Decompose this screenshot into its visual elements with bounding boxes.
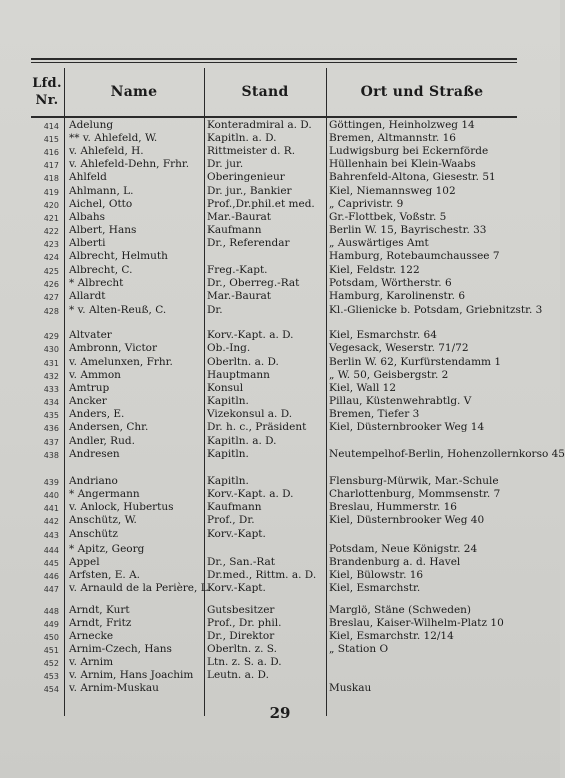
member-stand: Dr., Oberreg.-Rat <box>207 277 300 289</box>
row-number: 441 <box>43 504 59 513</box>
row-number: 454 <box>43 685 59 694</box>
member-address: Brandenburg a. d. Havel <box>329 556 461 568</box>
row-number: 417 <box>43 161 59 170</box>
member-name: Albrecht, C. <box>69 264 133 276</box>
member-stand: Kapitln. a. D. <box>207 132 277 144</box>
member-stand: Kaufmann <box>207 501 262 513</box>
row-number: 427 <box>43 293 59 302</box>
row-number: 428 <box>43 307 59 316</box>
member-stand: Vizekonsul a. D. <box>207 408 293 420</box>
member-name: Arndt, Fritz <box>69 617 132 629</box>
member-stand: Korv.-Kapt. a. D. <box>207 488 294 500</box>
row-number: 439 <box>43 478 59 487</box>
member-stand: Prof., Dr. phil. <box>207 617 282 629</box>
member-address: Kiel, Esmarchstr. <box>329 582 421 594</box>
member-address: Hamburg, Karolinenstr. 6 <box>329 290 466 302</box>
top-rule-thin <box>31 62 517 63</box>
member-address: Göttingen, Heinholzweg 14 <box>329 119 475 131</box>
member-name: * v. Alten-Reuß, C. <box>69 304 167 316</box>
member-name: v. Arnim-Muskau <box>69 682 159 694</box>
row-number: 426 <box>43 280 59 289</box>
member-address: „ Caprivistr. 9 <box>329 198 404 210</box>
member-address: Hüllenhain bei Klein-Waabs <box>329 158 476 170</box>
member-address: Kiel, Düsternbrooker Weg 14 <box>329 421 485 433</box>
row-number: 443 <box>43 531 59 540</box>
row-number: 419 <box>43 188 59 197</box>
member-address: Potsdam, Neue Königstr. 24 <box>329 543 478 555</box>
header-nr-line1: Lfd. <box>32 76 62 91</box>
member-stand: Ltn. z. S. a. D. <box>207 656 282 668</box>
member-stand: Ob.-Ing. <box>207 342 251 354</box>
member-name: * Angermann <box>69 488 140 500</box>
member-name: v. Amelunxen, Frhr. <box>69 356 173 368</box>
row-number: 444 <box>43 546 59 555</box>
header-name: Name <box>110 84 158 100</box>
member-address: Potsdam, Wörtherstr. 6 <box>329 277 452 289</box>
member-address: Kiel, Wall 12 <box>329 382 397 394</box>
member-stand: Dr. jur. <box>207 158 244 170</box>
member-name: Adelung <box>69 119 114 131</box>
member-address: Kiel, Düsternbrooker Weg 40 <box>329 514 485 526</box>
member-stand: Kaufmann <box>207 224 262 236</box>
member-stand: Dr. <box>207 304 223 316</box>
member-address: Flensburg-Mürwik, Mar.-Schule <box>329 475 499 487</box>
member-name: Anschütz <box>69 528 118 540</box>
member-stand: Konteradmiral a. D. <box>207 119 312 131</box>
top-rule <box>31 58 517 60</box>
member-stand: Dr. h. c., Präsident <box>207 421 307 433</box>
row-number: 415 <box>43 135 59 144</box>
member-address: Berlin W. 62, Kurfürstendamm 1 <box>329 356 501 368</box>
member-stand: Prof.,Dr.phil.et med. <box>207 198 315 210</box>
member-stand: Dr., Direktor <box>207 630 275 642</box>
member-address: Muskau <box>329 682 372 694</box>
member-address: Charlottenburg, Mommsenstr. 7 <box>329 488 501 500</box>
member-stand: Oberingenieur <box>207 171 285 183</box>
member-address: Breslau, Kaiser-Wilhelm-Platz 10 <box>329 617 504 629</box>
row-number: 429 <box>43 332 59 341</box>
member-name: Andresen <box>69 448 120 460</box>
member-name: Arnecke <box>69 630 114 642</box>
row-number: 438 <box>43 451 59 460</box>
column-divider <box>64 68 65 716</box>
member-name: v. Arnim <box>69 656 114 668</box>
member-name: Altvater <box>69 329 112 341</box>
member-stand: Hauptmann <box>207 369 270 381</box>
member-name: Allardt <box>69 290 106 302</box>
member-stand: Mar.-Baurat <box>207 290 271 302</box>
member-stand: Korv.-Kapt. <box>207 528 266 540</box>
member-address: Pillau, Küstenwehrabtlg. V <box>329 395 472 407</box>
member-name: Ambronn, Victor <box>69 342 157 354</box>
row-number: 421 <box>43 214 59 223</box>
row-number: 435 <box>43 411 59 420</box>
member-name: ** v. Ahlefeld, W. <box>69 132 158 144</box>
row-number: 440 <box>43 491 59 500</box>
member-name: Anders, E. <box>69 408 125 420</box>
member-name: Albert, Hans <box>69 224 137 236</box>
member-name: Arfsten, E. A. <box>69 569 141 581</box>
member-stand: Mar.-Baurat <box>207 211 271 223</box>
row-number: 433 <box>43 385 59 394</box>
member-address: Vegesack, Weserstr. 71/72 <box>329 342 469 354</box>
member-address: Neutempelhof-Berlin, Hohenzollernkorso 45 <box>329 448 565 460</box>
row-number: 414 <box>43 122 59 131</box>
row-number: 436 <box>43 424 59 433</box>
member-name: Appel <box>69 556 100 568</box>
member-stand: Korv.-Kapt. <box>207 582 266 594</box>
member-address: Gr.-Flottbek, Voßstr. 5 <box>329 211 447 223</box>
member-address: Breslau, Hummerstr. 16 <box>329 501 457 513</box>
table-header <box>31 68 517 118</box>
column-divider <box>326 68 327 716</box>
member-stand: Korv.-Kapt. a. D. <box>207 329 294 341</box>
header-stand: Stand <box>241 84 289 100</box>
member-address: Kl.-Glienicke b. Potsdam, Griebnitzstr. 3 <box>329 304 543 316</box>
member-stand: Oberltn. a. D. <box>207 356 279 368</box>
member-name: v. Ammon <box>69 369 121 381</box>
member-address: „ W. 50, Geisbergstr. 2 <box>329 369 449 381</box>
member-name: Albahs <box>69 211 106 223</box>
row-number: 418 <box>43 174 59 183</box>
member-stand: Gutsbesitzer <box>207 604 275 616</box>
page-number: 29 <box>269 704 291 722</box>
row-number: 448 <box>43 607 59 616</box>
row-number: 452 <box>43 659 59 668</box>
row-number: 431 <box>43 359 59 368</box>
member-stand: Dr., San.-Rat <box>207 556 276 568</box>
row-number: 442 <box>43 517 59 526</box>
member-stand: Freg.-Kapt. <box>207 264 268 276</box>
member-stand: Oberltn. z. S. <box>207 643 277 655</box>
member-name: v. Ahlefeld, H. <box>69 145 144 157</box>
member-address: Bremen, Tiefer 3 <box>329 408 420 420</box>
row-number: 434 <box>43 398 59 407</box>
member-stand: Dr., Referendar <box>207 237 290 249</box>
member-address: Kiel, Bülowstr. 16 <box>329 569 424 581</box>
row-number: 453 <box>43 672 59 681</box>
row-number: 422 <box>43 227 59 236</box>
member-name: Arnim-Czech, Hans <box>69 643 172 655</box>
member-name: Albrecht, Helmuth <box>69 250 168 262</box>
row-number: 449 <box>43 620 59 629</box>
member-stand: Prof., Dr. <box>207 514 255 526</box>
row-number: 447 <box>43 585 59 594</box>
row-number: 446 <box>43 572 59 581</box>
member-address: Bahrenfeld-Altona, Giesestr. 51 <box>329 171 496 183</box>
member-stand: Kapitln. a. D. <box>207 435 277 447</box>
member-name: Ahlfeld <box>69 171 107 183</box>
member-name: * Apitz, Georg <box>69 543 145 555</box>
member-stand: Dr.med., Rittm. a. D. <box>207 569 317 581</box>
member-name: Arndt, Kurt <box>69 604 130 616</box>
member-name: Andersen, Chr. <box>69 421 149 433</box>
row-number: 445 <box>43 559 59 568</box>
member-name: Ancker <box>69 395 107 407</box>
member-stand: Leutn. a. D. <box>207 669 269 681</box>
row-number: 432 <box>43 372 59 381</box>
member-address: Kiel, Esmarchstr. 12/14 <box>329 630 454 642</box>
member-address: Ludwigsburg bei Eckernförde <box>329 145 489 157</box>
member-stand: Kapitln. <box>207 448 249 460</box>
row-number: 451 <box>43 646 59 655</box>
header-nr-line2: Nr. <box>35 93 59 108</box>
member-name: v. Arnauld de la Perière, L. <box>69 582 212 594</box>
member-name: Anschütz, W. <box>69 514 137 526</box>
row-number: 424 <box>43 253 59 262</box>
member-address: Marglö, Stäne (Schweden) <box>329 604 472 616</box>
member-stand: Kapitln. <box>207 475 249 487</box>
member-stand: Dr. jur., Bankier <box>207 185 292 197</box>
member-address: Berlin W. 15, Bayrischestr. 33 <box>329 224 487 236</box>
row-number: 416 <box>43 148 59 157</box>
member-address: „ Auswärtiges Amt <box>329 237 429 249</box>
member-address: „ Station O <box>329 643 389 655</box>
member-name: Andriano <box>69 475 118 487</box>
row-number: 420 <box>43 201 59 210</box>
header-ort: Ort und Straße <box>360 84 484 100</box>
member-name: Ahlmann, L. <box>69 185 134 197</box>
member-stand: Rittmeister d. R. <box>207 145 296 157</box>
row-number: 430 <box>43 345 59 354</box>
header-nr <box>31 68 63 116</box>
column-divider <box>204 68 205 716</box>
member-stand: Konsul <box>207 382 244 394</box>
member-name: v. Anlock, Hubertus <box>69 501 174 513</box>
member-name: Alberti <box>69 237 106 249</box>
member-address: Bremen, Altmannstr. 16 <box>329 132 456 144</box>
member-stand: Kapitln. <box>207 395 249 407</box>
member-name: v. Ahlefeld-Dehn, Frhr. <box>69 158 190 170</box>
row-number: 437 <box>43 438 59 447</box>
member-name: * Albrecht <box>69 277 124 289</box>
member-name: Aichel, Otto <box>69 198 133 210</box>
member-name: v. Arnim, Hans Joachim <box>69 669 194 681</box>
member-address: Kiel, Feldstr. 122 <box>329 264 420 276</box>
member-address: Kiel, Niemannsweg 102 <box>329 185 456 197</box>
row-number: 450 <box>43 633 59 642</box>
row-number: 425 <box>43 267 59 276</box>
member-name: Andler, Rud. <box>69 435 135 447</box>
member-address: Kiel, Esmarchstr. 64 <box>329 329 437 341</box>
member-address: Hamburg, Rotebaumchaussee 7 <box>329 250 500 262</box>
member-name: Amtrup <box>69 382 110 394</box>
row-number: 423 <box>43 240 59 249</box>
